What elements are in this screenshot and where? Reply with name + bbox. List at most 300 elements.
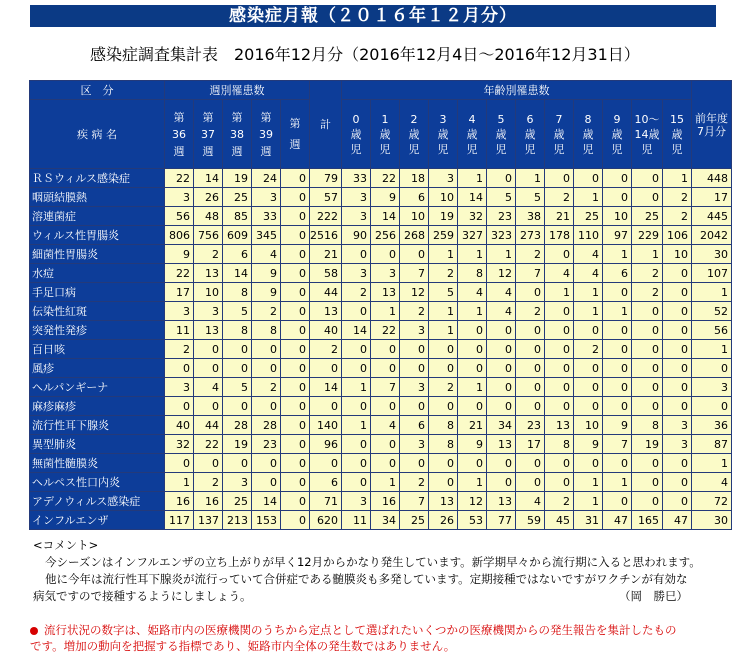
age-count: 0 <box>516 283 545 302</box>
header-week-part: 週 <box>289 138 301 151</box>
weekly-count: 23 <box>252 435 281 454</box>
header-week-part: 39 <box>259 127 273 141</box>
header-age-part: 0 <box>352 112 360 126</box>
total-count: 140 <box>310 416 342 435</box>
age-count: 0 <box>516 378 545 397</box>
weekly-count: 609 <box>223 226 252 245</box>
header-week-3 <box>252 100 281 169</box>
total-count: 222 <box>310 207 342 226</box>
age-count: 90 <box>342 226 371 245</box>
disease-name: 咽頭結膜熱 <box>30 188 165 207</box>
last-year-count: 72 <box>692 492 732 511</box>
weekly-count: 6 <box>223 245 252 264</box>
age-count: 1 <box>603 245 632 264</box>
age-count: 0 <box>516 340 545 359</box>
header-week-4 <box>281 100 310 169</box>
weekly-count: 9 <box>165 245 194 264</box>
age-count: 0 <box>400 340 429 359</box>
weekly-count: 3 <box>165 378 194 397</box>
age-count: 1 <box>487 245 516 264</box>
weekly-count: 3 <box>223 473 252 492</box>
header-week-part: 第 <box>173 110 185 124</box>
weekly-count: 0 <box>281 264 310 283</box>
total-count: 13 <box>310 302 342 321</box>
weekly-count: 22 <box>165 169 194 188</box>
age-count: 34 <box>487 416 516 435</box>
age-count: 0 <box>663 340 692 359</box>
table-row <box>30 302 732 321</box>
table-row <box>30 226 732 245</box>
age-count: 0 <box>603 378 632 397</box>
table-row <box>30 435 732 454</box>
weekly-count: 0 <box>165 359 194 378</box>
last-year-count: 30 <box>692 245 732 264</box>
weekly-count: 0 <box>281 454 310 473</box>
age-count: 7 <box>371 378 400 397</box>
disease-name: 水痘 <box>30 264 165 283</box>
last-year-count: 1 <box>692 454 732 473</box>
table-row <box>30 340 732 359</box>
age-count: 0 <box>487 169 516 188</box>
age-count: 8 <box>429 435 458 454</box>
disease-name: 溶連菌症 <box>30 207 165 226</box>
weekly-count: 2 <box>194 473 223 492</box>
age-count: 0 <box>603 321 632 340</box>
age-count: 4 <box>574 264 603 283</box>
weekly-count: 22 <box>165 264 194 283</box>
age-count: 23 <box>516 416 545 435</box>
age-count: 0 <box>342 454 371 473</box>
weekly-count: 2 <box>252 378 281 397</box>
weekly-count: 0 <box>281 473 310 492</box>
header-last-year: 前年度7月分 <box>692 81 732 169</box>
age-count: 59 <box>516 511 545 530</box>
age-count: 0 <box>545 359 574 378</box>
age-count: 1 <box>342 378 371 397</box>
weekly-count: 0 <box>194 454 223 473</box>
header-age-part: 歳 <box>379 127 391 141</box>
age-count: 0 <box>603 340 632 359</box>
age-count: 13 <box>371 283 400 302</box>
weekly-count: 14 <box>194 169 223 188</box>
age-count: 8 <box>545 435 574 454</box>
weekly-count: 0 <box>223 397 252 416</box>
age-count: 0 <box>371 454 400 473</box>
header-age-9 <box>603 100 632 169</box>
weekly-count: 2 <box>252 302 281 321</box>
table-row <box>30 473 732 492</box>
age-count: 259 <box>429 226 458 245</box>
age-count: 0 <box>487 340 516 359</box>
age-count: 31 <box>574 511 603 530</box>
header-age-4 <box>458 100 487 169</box>
age-count: 0 <box>603 169 632 188</box>
age-count: 8 <box>458 264 487 283</box>
last-year-count: 448 <box>692 169 732 188</box>
age-count: 21 <box>458 416 487 435</box>
age-count: 1 <box>429 321 458 340</box>
header-week-part: 週 <box>231 144 243 158</box>
header-age-part: 児 <box>466 142 478 156</box>
weekly-count: 117 <box>165 511 194 530</box>
age-count: 5 <box>487 188 516 207</box>
weekly-count: 14 <box>223 264 252 283</box>
age-count: 6 <box>603 264 632 283</box>
header-row-1 <box>30 81 732 100</box>
header-age-part: 9 <box>613 112 621 126</box>
header-age-2 <box>400 100 429 169</box>
age-count: 0 <box>663 492 692 511</box>
age-count: 0 <box>545 321 574 340</box>
total-count: 2 <box>310 340 342 359</box>
header-age-3 <box>429 100 458 169</box>
last-year-count: 1 <box>692 283 732 302</box>
header-age-part: 14歳 <box>634 127 660 141</box>
age-count: 0 <box>545 169 574 188</box>
age-count: 165 <box>632 511 663 530</box>
comment-line-1: 今シーズンはインフルエンザの立ち上がりが早く12月からかなり発生しています。新学期早々から流行期に入ると思われます。 <box>45 555 701 569</box>
age-count: 1 <box>429 302 458 321</box>
weekly-count: 26 <box>194 188 223 207</box>
last-year-count: 445 <box>692 207 732 226</box>
age-count: 0 <box>371 340 400 359</box>
header-age-part: 児 <box>611 142 623 156</box>
age-count: 0 <box>663 264 692 283</box>
age-count: 1 <box>458 245 487 264</box>
age-count: 2 <box>342 283 371 302</box>
age-count: 1 <box>371 302 400 321</box>
weekly-count: 40 <box>165 416 194 435</box>
age-count: 0 <box>429 397 458 416</box>
age-count: 0 <box>487 473 516 492</box>
weekly-count: 3 <box>194 302 223 321</box>
weekly-count: 17 <box>165 283 194 302</box>
total-count: 0 <box>310 359 342 378</box>
weekly-count: 806 <box>165 226 194 245</box>
header-age-part: 3 <box>439 112 447 126</box>
age-count: 256 <box>371 226 400 245</box>
weekly-count: 3 <box>165 188 194 207</box>
header-age-group: 年齢別罹患数 <box>342 81 692 100</box>
notice-line-2: です。増加の動向を把握する指標であり、姫路市内全体の発生数ではありません。 <box>30 639 456 653</box>
age-count: 229 <box>632 226 663 245</box>
age-count: 1 <box>574 283 603 302</box>
last-year-count: 2042 <box>692 226 732 245</box>
age-count: 77 <box>487 511 516 530</box>
age-count: 0 <box>458 454 487 473</box>
header-age-part: 児 <box>671 142 683 156</box>
weekly-count: 13 <box>194 264 223 283</box>
age-count: 2 <box>429 378 458 397</box>
weekly-count: 0 <box>281 435 310 454</box>
age-count: 6 <box>400 416 429 435</box>
header-age-part: 歳 <box>437 127 449 141</box>
header-week-part: 週 <box>260 144 272 158</box>
header-week-part: 第 <box>202 110 214 124</box>
age-count: 13 <box>545 416 574 435</box>
total-count: 6 <box>310 473 342 492</box>
age-count: 0 <box>632 397 663 416</box>
age-count: 0 <box>632 169 663 188</box>
header-age-part: 歳 <box>553 127 565 141</box>
weekly-count: 0 <box>281 378 310 397</box>
age-count: 0 <box>487 359 516 378</box>
header-week-part: 週 <box>202 144 214 158</box>
age-count: 9 <box>603 416 632 435</box>
age-count: 0 <box>545 302 574 321</box>
total-count: 40 <box>310 321 342 340</box>
age-count: 0 <box>545 397 574 416</box>
weekly-count: 33 <box>252 207 281 226</box>
weekly-count: 16 <box>165 492 194 511</box>
header-age-part: 4 <box>468 112 476 126</box>
header-age-part: 歳 <box>408 127 420 141</box>
age-count: 0 <box>487 378 516 397</box>
weekly-count: 8 <box>223 321 252 340</box>
age-count: 0 <box>371 397 400 416</box>
table-row <box>30 207 732 226</box>
age-count: 3 <box>400 378 429 397</box>
weekly-count: 44 <box>194 416 223 435</box>
weekly-count: 0 <box>281 283 310 302</box>
header-week-part: 週 <box>173 144 185 158</box>
table-row <box>30 245 732 264</box>
age-count: 2 <box>663 188 692 207</box>
last-year-count: 17 <box>692 188 732 207</box>
disease-name: 無菌性髄膜炎 <box>30 454 165 473</box>
weekly-count: 22 <box>194 435 223 454</box>
age-count: 3 <box>342 264 371 283</box>
total-count: 620 <box>310 511 342 530</box>
weekly-count: 11 <box>165 321 194 340</box>
age-count: 0 <box>371 245 400 264</box>
age-count: 1 <box>429 245 458 264</box>
age-count: 9 <box>574 435 603 454</box>
age-count: 9 <box>371 188 400 207</box>
weekly-count: 0 <box>281 492 310 511</box>
age-count: 0 <box>458 321 487 340</box>
age-count: 3 <box>371 264 400 283</box>
header-week-2 <box>223 100 252 169</box>
weekly-count: 0 <box>281 207 310 226</box>
report-subtitle: 感染症調査集計表 2016年12月分（2016年12月4日～2016年12月31日） <box>90 45 640 64</box>
header-age-part: 歳 <box>611 127 623 141</box>
weekly-count: 32 <box>165 435 194 454</box>
age-count: 45 <box>545 511 574 530</box>
age-count: 8 <box>429 416 458 435</box>
age-count: 10 <box>663 245 692 264</box>
total-count: 2516 <box>310 226 342 245</box>
weekly-count: 345 <box>252 226 281 245</box>
bullet-icon <box>30 627 38 635</box>
weekly-count: 0 <box>223 359 252 378</box>
header-week-part: 36 <box>172 127 186 141</box>
age-count: 0 <box>603 283 632 302</box>
report-banner: 感染症月報（２０１６年１２月分） <box>30 5 716 27</box>
header-age-part: 歳 <box>524 127 536 141</box>
age-count: 2 <box>429 264 458 283</box>
last-year-count: 52 <box>692 302 732 321</box>
table-row <box>30 511 732 530</box>
header-age-1 <box>371 100 400 169</box>
disease-name: 百日咳 <box>30 340 165 359</box>
age-count: 53 <box>458 511 487 530</box>
header-age-7 <box>545 100 574 169</box>
comment-line-2: 他に今年は流行性耳下腺炎が流行っていて合併症である髄膜炎も多発しています。定期接種ではないですがワクチンが有効な <box>45 572 688 586</box>
disease-name: 細菌性胃腸炎 <box>30 245 165 264</box>
total-count: 0 <box>310 454 342 473</box>
age-count: 18 <box>400 169 429 188</box>
weekly-count: 25 <box>223 188 252 207</box>
weekly-count: 19 <box>223 169 252 188</box>
age-count: 1 <box>574 302 603 321</box>
header-age-part: 児 <box>553 142 565 156</box>
age-count: 7 <box>400 492 429 511</box>
age-count: 3 <box>429 169 458 188</box>
weekly-count: 0 <box>281 302 310 321</box>
age-count: 9 <box>458 435 487 454</box>
age-count: 0 <box>632 378 663 397</box>
age-count: 0 <box>545 454 574 473</box>
weekly-count: 0 <box>281 188 310 207</box>
age-count: 0 <box>603 492 632 511</box>
age-count: 0 <box>545 378 574 397</box>
age-count: 2 <box>663 207 692 226</box>
age-count: 0 <box>663 359 692 378</box>
last-year-count: 30 <box>692 511 732 530</box>
weekly-count: 24 <box>252 169 281 188</box>
header-age-part: 児 <box>495 142 507 156</box>
weekly-count: 756 <box>194 226 223 245</box>
age-count: 14 <box>342 321 371 340</box>
notice-line-1: 流行状況の数字は、姫路市内の医療機関のうちから定点として選ばれたいくつかの医療機関からの発生報告を集計したもの <box>44 623 677 637</box>
age-count: 0 <box>663 283 692 302</box>
weekly-count: 8 <box>223 283 252 302</box>
disease-name: ヘルペス性口内炎 <box>30 473 165 492</box>
weekly-count: 28 <box>252 416 281 435</box>
age-count: 17 <box>516 435 545 454</box>
weekly-count: 213 <box>223 511 252 530</box>
header-age-part: 児 <box>408 142 420 156</box>
age-count: 3 <box>400 435 429 454</box>
age-count: 0 <box>603 359 632 378</box>
table-row <box>30 283 732 302</box>
age-count: 3 <box>663 416 692 435</box>
header-age-11 <box>663 100 692 169</box>
age-count: 7 <box>400 264 429 283</box>
age-count: 5 <box>516 188 545 207</box>
header-week-part: 第 <box>260 110 272 124</box>
age-count: 23 <box>487 207 516 226</box>
age-count: 6 <box>400 188 429 207</box>
age-count: 16 <box>371 492 400 511</box>
header-age-part: 2 <box>410 112 418 126</box>
comment-heading: <コメント> <box>33 538 99 552</box>
age-count: 2 <box>516 302 545 321</box>
age-count: 0 <box>663 378 692 397</box>
age-count: 0 <box>400 454 429 473</box>
table-row <box>30 397 732 416</box>
table-row <box>30 188 732 207</box>
weekly-count: 0 <box>165 397 194 416</box>
weekly-count: 85 <box>223 207 252 226</box>
age-count: 2 <box>516 245 545 264</box>
last-year-count: 56 <box>692 321 732 340</box>
age-count: 0 <box>574 397 603 416</box>
age-count: 13 <box>487 435 516 454</box>
header-age-part: 15 <box>670 112 684 126</box>
age-count: 1 <box>458 378 487 397</box>
last-year-count: 87 <box>692 435 732 454</box>
last-year-count: 36 <box>692 416 732 435</box>
age-count: 47 <box>663 511 692 530</box>
header-age-part: 児 <box>379 142 391 156</box>
header-week-part: 37 <box>201 127 215 141</box>
weekly-count: 137 <box>194 511 223 530</box>
weekly-count: 153 <box>252 511 281 530</box>
age-count: 0 <box>603 397 632 416</box>
last-year-count: 1 <box>692 340 732 359</box>
age-count: 0 <box>603 188 632 207</box>
age-count: 1 <box>458 473 487 492</box>
age-count: 0 <box>516 359 545 378</box>
weekly-count: 0 <box>194 340 223 359</box>
age-count: 10 <box>400 207 429 226</box>
age-count: 0 <box>400 245 429 264</box>
total-count: 79 <box>310 169 342 188</box>
age-count: 97 <box>603 226 632 245</box>
weekly-count: 0 <box>194 397 223 416</box>
header-age-part: 歳 <box>495 127 507 141</box>
header-week-part: 38 <box>230 127 244 141</box>
age-count: 0 <box>429 340 458 359</box>
age-count: 0 <box>342 245 371 264</box>
header-age-part: 歳 <box>466 127 478 141</box>
weekly-count: 0 <box>223 454 252 473</box>
header-age-part: 歳 <box>582 127 594 141</box>
header-weekly-group: 週別罹患数 <box>165 81 310 100</box>
age-count: 178 <box>545 226 574 245</box>
age-count: 12 <box>458 492 487 511</box>
age-count: 0 <box>429 473 458 492</box>
weekly-count: 0 <box>281 226 310 245</box>
age-count: 327 <box>458 226 487 245</box>
total-count: 58 <box>310 264 342 283</box>
header-age-part: 児 <box>350 142 362 156</box>
header-age-part: 1 <box>381 112 389 126</box>
age-count: 47 <box>603 511 632 530</box>
age-count: 2 <box>632 264 663 283</box>
last-year-count: 3 <box>692 378 732 397</box>
header-age-part: 8 <box>584 112 592 126</box>
table-row <box>30 454 732 473</box>
weekly-count: 9 <box>252 264 281 283</box>
age-count: 2 <box>545 492 574 511</box>
header-age-part: 歳 <box>671 127 683 141</box>
age-count: 22 <box>371 169 400 188</box>
age-count: 1 <box>603 473 632 492</box>
age-count: 14 <box>458 188 487 207</box>
weekly-count: 0 <box>252 359 281 378</box>
header-age-part: 7 <box>555 112 563 126</box>
header-age-part: 児 <box>437 142 449 156</box>
age-count: 0 <box>458 397 487 416</box>
header-age-8 <box>574 100 603 169</box>
age-count: 2 <box>632 283 663 302</box>
disease-name: 手足口病 <box>30 283 165 302</box>
comment-line-3: 病気ですので接種するようにしましょう。 <box>33 589 252 603</box>
comment-section <box>33 537 723 605</box>
